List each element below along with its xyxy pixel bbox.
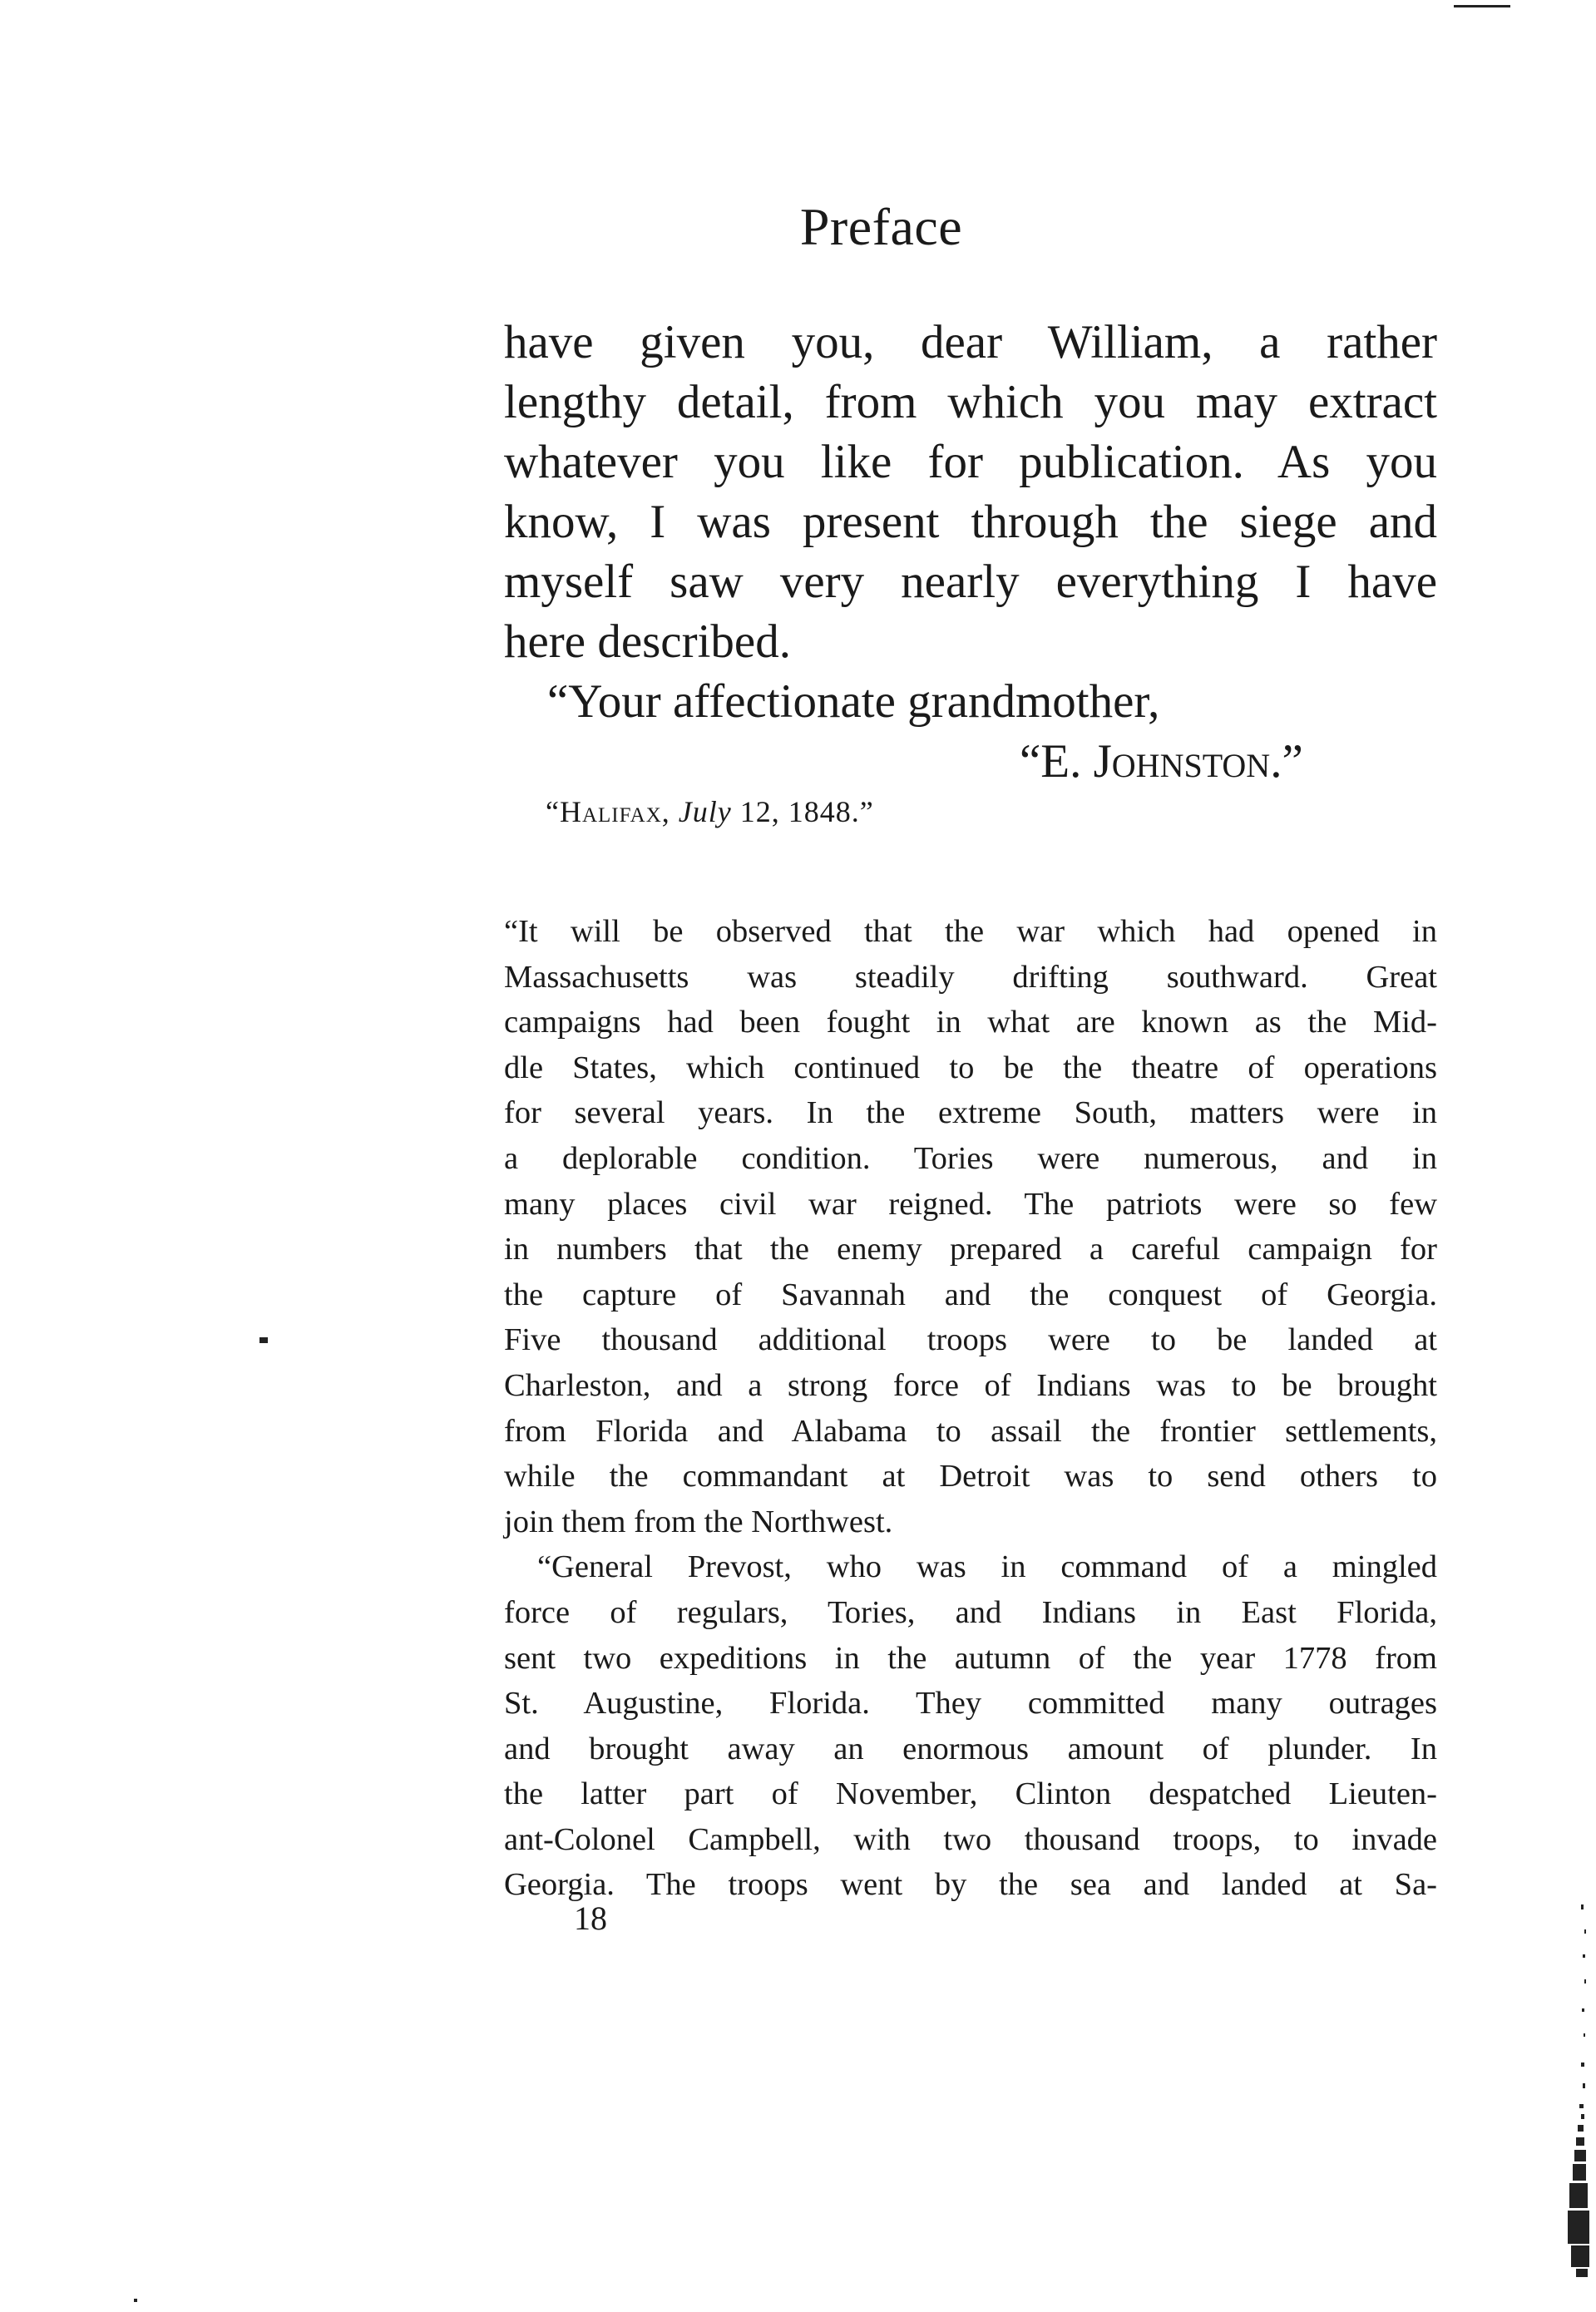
body-line: a deplorable condition. Tories were numerous, and in — [504, 1140, 1437, 1176]
letter-line: whatever you like for publication. As you — [504, 436, 1437, 488]
running-head: Preface — [799, 197, 963, 256]
body-line: dle States, which continued to be the theatre of operations — [504, 1050, 1437, 1085]
body-line: sent two expeditions in the autumn of the year 1778 from — [504, 1640, 1437, 1676]
dateline-place: “Halifax, — [546, 795, 670, 828]
body-line: Georgia. The troops went by the sea and landed at Sa- — [504, 1867, 1437, 1903]
quoted-passage — [504, 909, 1437, 1908]
scan-mark-bottom — [134, 2299, 137, 2302]
body-line: join them from the Northwest. — [504, 1504, 893, 1539]
body-line: the latter part of November, Clinton despatched Lieuten- — [504, 1776, 1437, 1812]
body-line: ant-Colonel Campbell, with two thousand troops, to invade — [504, 1821, 1437, 1857]
body-line: St. Augustine, Florida. They committed many outrages — [504, 1686, 1437, 1722]
body-line: “General Prevost, who was in command of a mingled — [537, 1549, 1437, 1585]
page-number: 18 — [574, 1899, 607, 1937]
body-line: Massachusetts was steadily drifting southward. Great — [504, 959, 1437, 995]
signature-name: “E. Johnston.” — [1020, 735, 1303, 788]
scan-mark-left — [259, 1337, 268, 1343]
body-line: while the commandant at Detroit was to send others to — [504, 1459, 1437, 1494]
body-line: from Florida and Alabama to assail the frontier settlements, — [504, 1413, 1437, 1449]
body-line: force of regulars, Tories, and Indians in East Florida, — [504, 1594, 1437, 1630]
body-line: Five thousand additional troops were to be landed at — [504, 1322, 1437, 1358]
body-line: many places civil war reigned. The patriots were so few — [504, 1186, 1437, 1222]
body-line: in numbers that the enemy prepared a careful campaign for — [504, 1232, 1437, 1267]
body-line: and brought away an enormous amount of plunder. In — [504, 1731, 1437, 1766]
letter-conclusion — [504, 313, 1437, 792]
letter-line: here described. — [504, 615, 791, 668]
dateline-date: 12, 1848.” — [739, 795, 874, 828]
body-line: “It will be observed that the war which had opened in — [504, 914, 1437, 949]
body-line: Charleston, and a strong force of Indians was to be brought — [504, 1367, 1437, 1403]
page-edge-artifact — [1551, 1896, 1591, 2312]
letter-line: myself saw very nearly everything I have — [504, 556, 1437, 608]
letter-line: lengthy detail, from which you may extract — [504, 376, 1437, 428]
dateline-month: July — [678, 795, 732, 828]
letter-dateline — [546, 794, 874, 829]
letter-line: know, I was present through the siege and — [504, 496, 1437, 548]
scan-mark-top — [1454, 5, 1510, 7]
letter-signature — [504, 732, 1437, 792]
body-line: campaigns had been fought in what are known as the Mid- — [504, 1005, 1437, 1040]
letter-line: have given you, dear William, a rather — [504, 316, 1437, 368]
body-line: for several years. In the extreme South, matters were in — [504, 1095, 1437, 1131]
letter-closing: “Your affectionate grandmother, — [547, 675, 1160, 728]
body-line: the capture of Savannah and the conquest of Georgia. — [504, 1277, 1437, 1312]
